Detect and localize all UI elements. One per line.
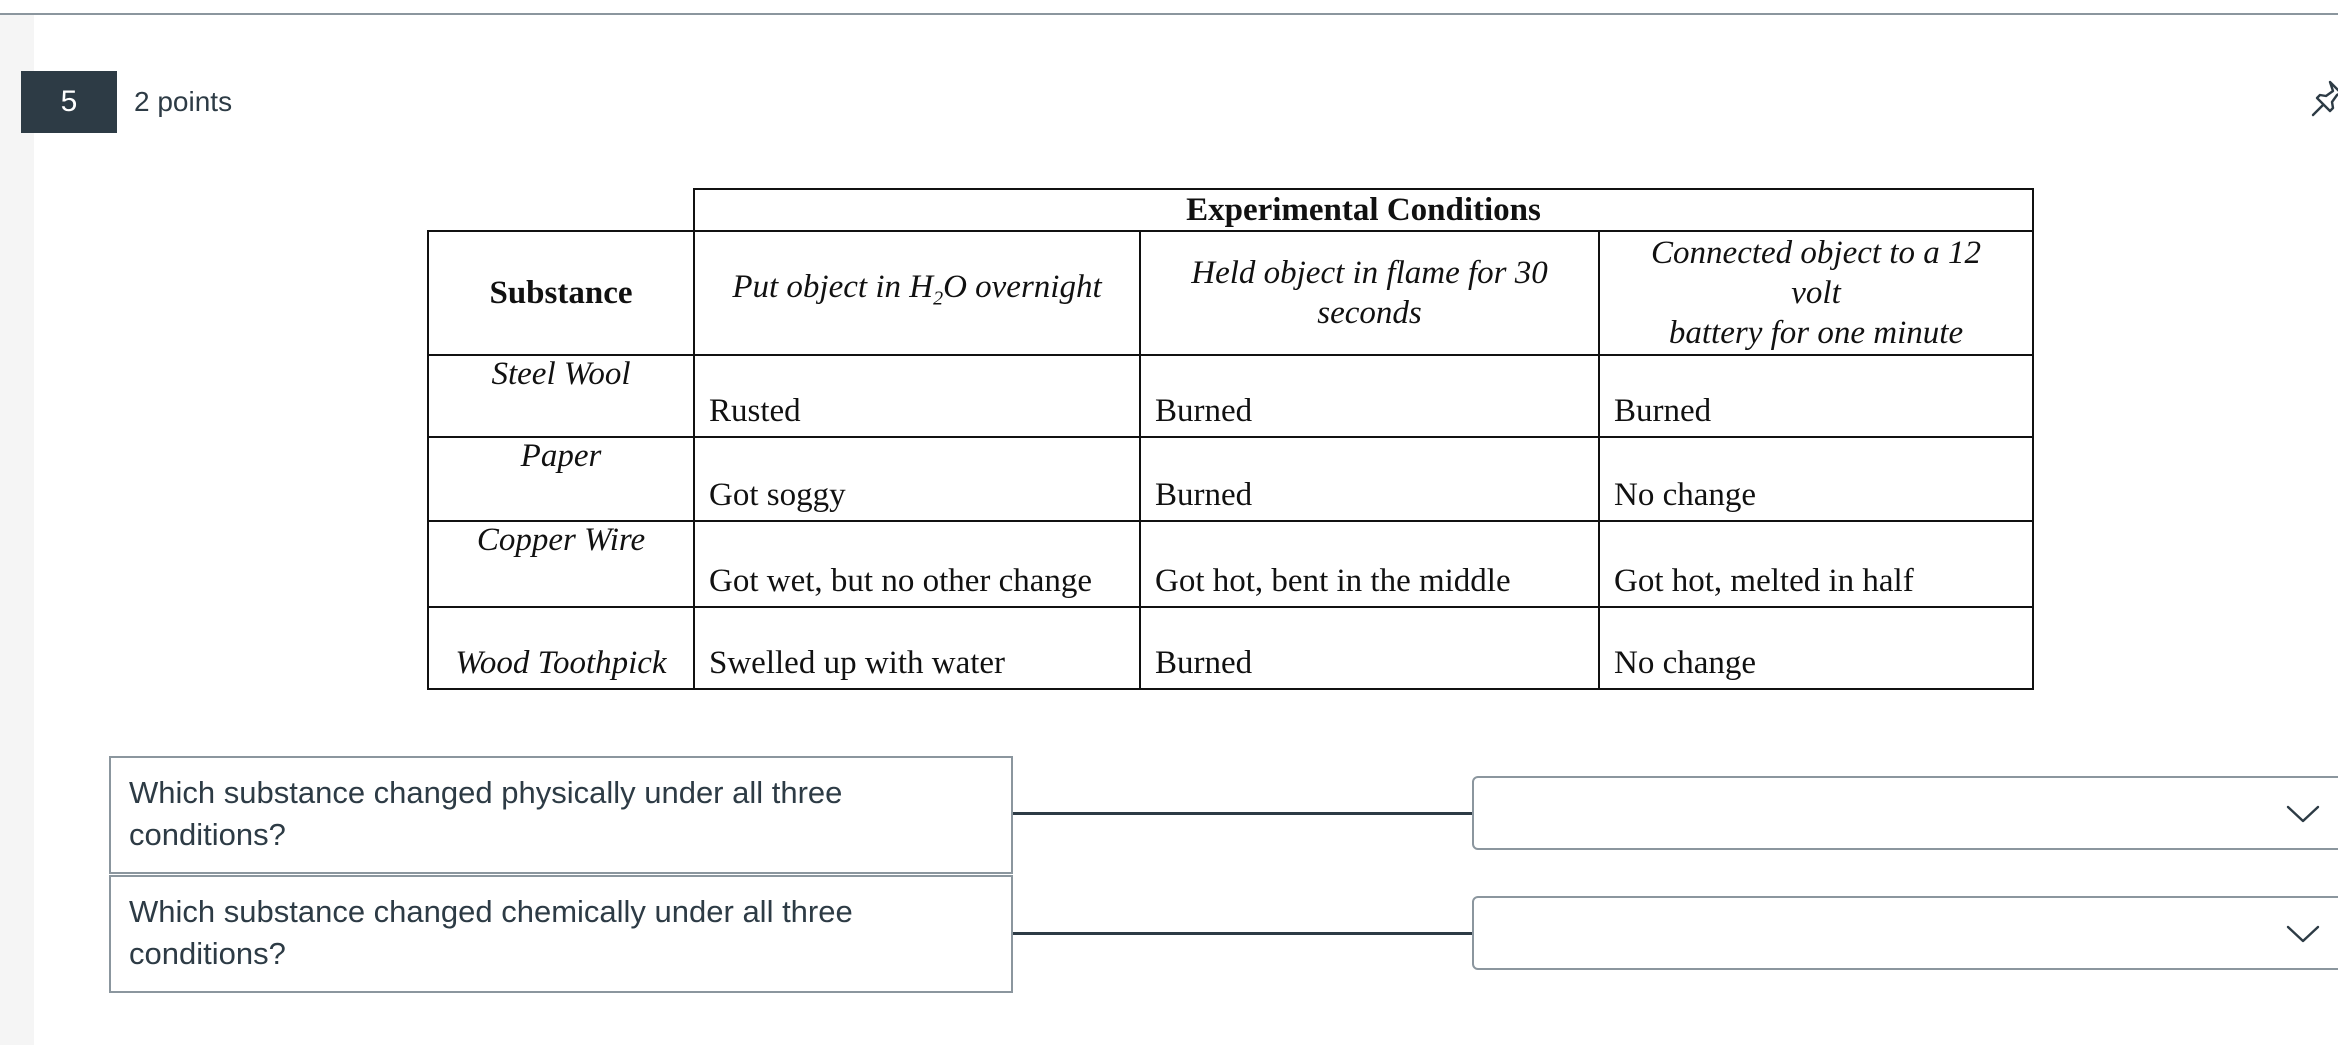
water-header-suffix: O overnight [943,269,1102,306]
experiment-table [427,188,2034,690]
question-number-badge: 5 [21,71,117,133]
table-cell-battery: Burned [1599,355,2033,437]
left-gutter [0,15,34,1045]
pin-icon[interactable] [2310,78,2338,118]
table-cell-flame: Burned [1140,607,1599,689]
chevron-down-icon[interactable] [2286,804,2320,824]
question-points: 2 points [134,86,233,117]
answer-select-chemical[interactable] [1472,896,2338,970]
answer-select-physical[interactable] [1472,776,2338,850]
flame-condition-header: Held object in flame for 30 seconds [1140,231,1599,355]
battery-header-line2: battery for one minute [1668,315,1964,351]
match-connector-line [1013,812,1472,815]
top-divider [0,13,2338,15]
water-condition-header [694,231,1140,355]
battery-condition-header [1599,231,2033,355]
table-cell-water: Rusted [694,355,1140,437]
table-cell-battery: Got hot, melted in half [1599,521,2033,607]
table-cell-flame: Burned [1140,437,1599,521]
table-corner-blank [428,189,694,231]
match-prompt-text: Which substance changed physically under all three conditions? [129,775,843,852]
table-cell-battery: No change [1599,437,2033,521]
table-cell-substance: Steel Wool [428,355,694,437]
table-cell-substance: Wood Toothpick [428,607,694,689]
table-cell-water: Got wet, but no other change [694,521,1140,607]
substance-column-header: Substance [428,231,694,355]
table-cell-flame: Burned [1140,355,1599,437]
table-cell-substance: Copper Wire [428,521,694,607]
table-cell-battery: No change [1599,607,2033,689]
table-cell-flame: Got hot, bent in the middle [1140,521,1599,607]
match-connector-line [1013,932,1472,935]
table-cell-water: Swelled up with water [694,607,1140,689]
table-cell-water: Got soggy [694,437,1140,521]
match-prompt-text: Which substance changed chemically under all three conditions? [129,894,853,971]
match-prompt-chemical [109,875,1013,993]
chevron-down-icon[interactable] [2286,924,2320,944]
battery-header-line1: Connected object to a 12 volt [1651,235,1981,311]
water-header-subscript: 2 [933,287,944,310]
table-cell-substance: Paper [428,437,694,521]
experimental-conditions-header: Experimental Conditions [694,189,2033,231]
question-header [21,71,232,133]
water-header-prefix: Put object in H [732,269,934,306]
match-prompt-physical [109,756,1013,874]
